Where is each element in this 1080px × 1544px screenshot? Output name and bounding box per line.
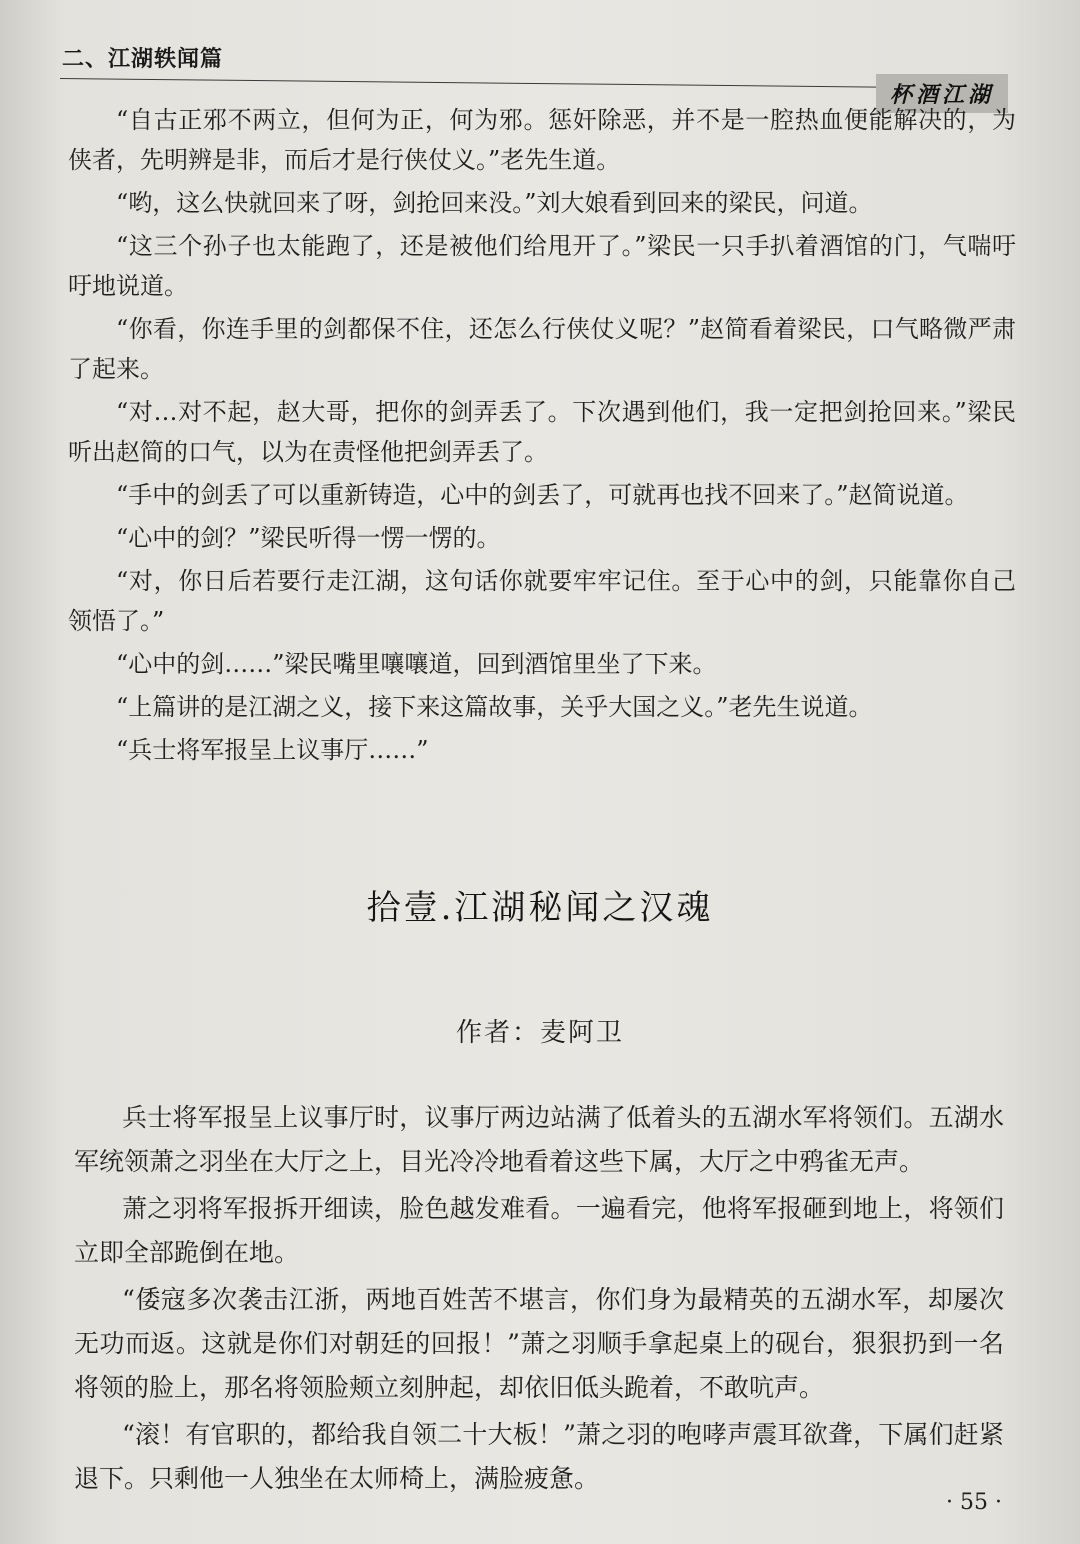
paragraph: “手中的剑丢了可以重新铸造，心中的剑丢了，可就再也找不回来了。”赵简说道。 [116, 481, 969, 509]
section-header: 二、江湖轶闻篇 [62, 46, 224, 72]
paragraph: “对…对不起，赵大哥，把你的剑弄丢了。下次遇到他们，我一定把剑抢回来。”梁民听出赵简的口气，以为在责怪他把剑弄丢了。 [68, 398, 1016, 466]
paragraph: “心中的剑？”梁民听得一愣一愣的。 [116, 524, 501, 552]
page-number: · 55 · [946, 1490, 1002, 1515]
paragraph: 萧之羽将军报拆开细读，脸色越发难看。一遍看完，他将军报砸到地上，将领们立即全部跪倒在地。 [74, 1194, 1004, 1267]
header-rule [60, 78, 940, 88]
paragraph: 兵士将军报呈上议事厅时，议事厅两边站满了低着头的五湖水军将领们。五湖水军统领萧之羽坐在大厅之上，目光冷冷地看着这些下属，大厅之中鸦雀无声。 [74, 1103, 1004, 1176]
series-title-badge: 杯酒江湖 [876, 74, 1008, 113]
paragraph: “哟，这么快就回来了呀，剑抢回来没。”刘大娘看到回来的梁民，问道。 [116, 189, 873, 217]
paragraph: “这三个孙子也太能跑了，还是被他们给甩开了。”梁民一只手扒着酒馆的门，气喘吁吁地说道。 [68, 232, 1016, 300]
previous-story-text [68, 100, 1016, 773]
paragraph: “上篇讲的是江湖之义，接下来这篇故事，关乎大国之义。”老先生说道。 [116, 693, 873, 721]
paragraph: “自古正邪不两立，但何为正，何为邪。惩奸除恶，并不是一腔热血便能解决的，为侠者，先明辨是非，而后才是行侠仗义。”老先生道。 [68, 106, 1016, 174]
chapter-title: 拾壹.江湖秘闻之汉魂 [366, 888, 714, 928]
paragraph: “对，你日后若要行走江湖，这句话你就要牢牢记住。至于心中的剑，只能靠你自己领悟了。” [68, 567, 1016, 635]
paragraph: “倭寇多次袭击江浙，两地百姓苦不堪言，你们身为最精英的五湖水军，却屡次无功而返。这就是你们对朝廷的回报！”萧之羽顺手拿起桌上的砚台，狠狠扔到一名将领的脸上，那名将领脸颊立刻肿起，却依旧低头跪着，不敢吭声。 [74, 1285, 1004, 1402]
chapter-author: 作者：麦阿卫 [455, 1018, 624, 1048]
paragraph: “心中的剑……”梁民嘴里嚷嚷道，回到酒馆里坐了下来。 [116, 650, 717, 678]
chapter-body-text [74, 1096, 1004, 1504]
paragraph: “兵士将军报呈上议事厅……” [116, 736, 429, 764]
paragraph: “滚！有官职的，都给我自领二十大板！”萧之羽的咆哮声震耳欲聋，下属们赶紧退下。只剩他一人独坐在太师椅上，满脸疲惫。 [74, 1420, 1004, 1493]
paragraph: “你看，你连手里的剑都保不住，还怎么行侠仗义呢？”赵简看着梁民，口气略微严肃了起来。 [68, 315, 1016, 383]
